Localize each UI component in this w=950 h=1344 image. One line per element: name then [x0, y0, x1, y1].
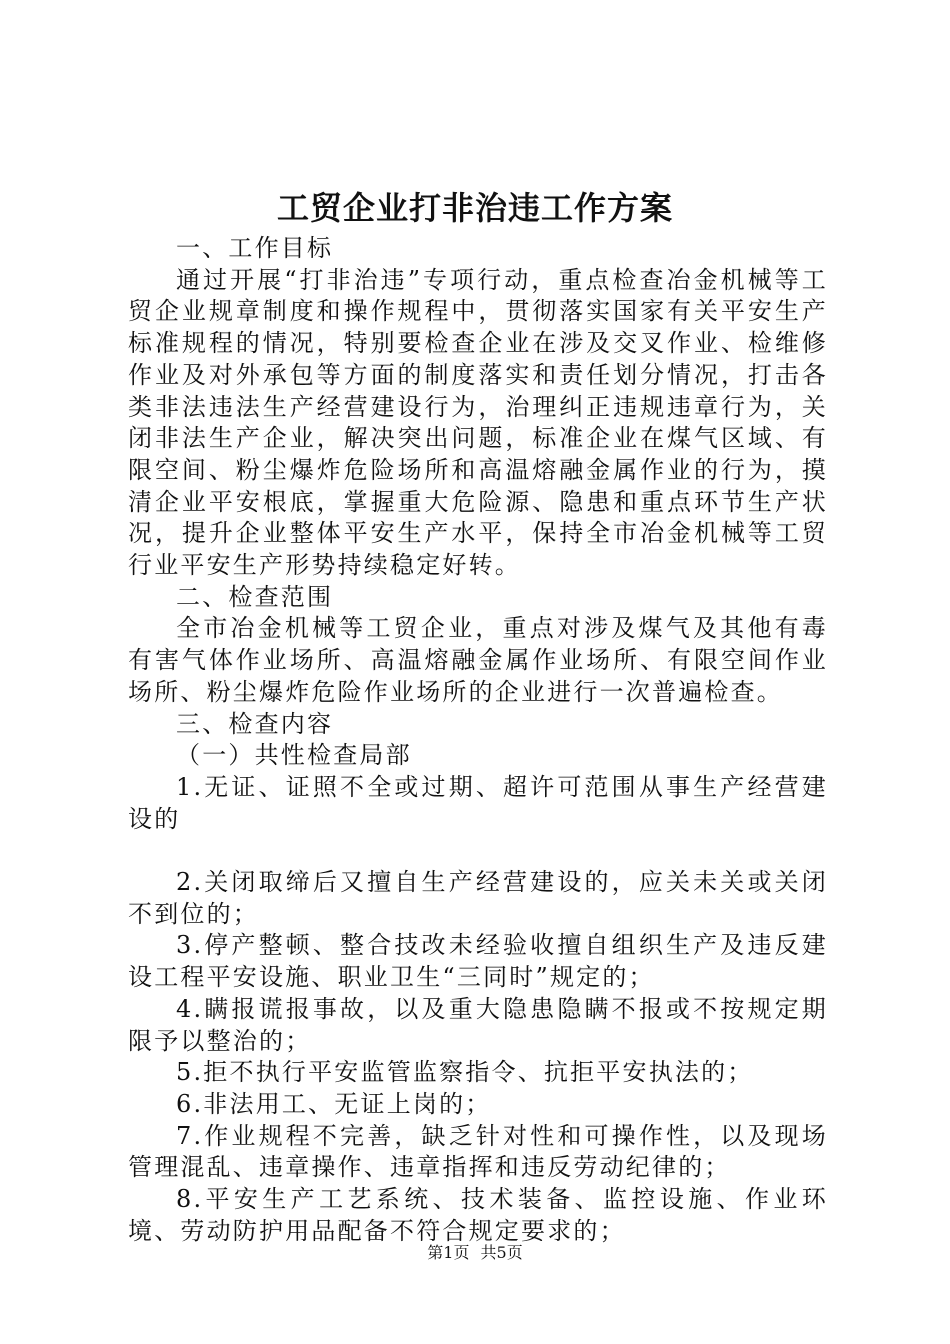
section-heading-goal: 一、工作目标	[176, 234, 334, 262]
section-heading-scope: 二、检查范围	[176, 582, 334, 611]
document-title: 工贸企业打非治违工作方案	[276, 189, 673, 227]
page-number: 第1页	[427, 1243, 470, 1262]
document-body	[128, 233, 828, 1247]
list-item-7: 7.作业规程不完善，缺乏针对性和可操作性，以及现场管理混乱、违章操作、违章指挥和违反劳动纪律的；	[128, 1121, 828, 1182]
subsection-heading-common: （一）共性检查局部	[176, 741, 412, 770]
list-item-4: 4.瞒报谎报事故，以及重大隐患隐瞒不报或不按规定期限予以整治的；	[128, 994, 828, 1055]
paragraph-scope: 全市冶金机械等工贸企业，重点对涉及煤气及其他有毒有害气体作业场所、高温熔融金属作业场所、有限空间作业场所、粉尘爆炸危险作业场所的企业进行一次普遍检查。	[128, 614, 828, 706]
list-item-6: 6.非法用工、无证上岗的；	[176, 1089, 492, 1118]
page-total: 共5页	[480, 1243, 523, 1262]
blank-line	[128, 835, 828, 867]
list-item-3: 3.停产整顿、整合技改未经验收擅自组织生产及违反建设工程平安设施、职业卫生“三同时”规定的；	[128, 931, 828, 992]
list-item-8: 8.平安生产工艺系统、技术装备、监控设施、作业环境、劳动防护用品配备不符合规定要求的；	[128, 1185, 828, 1245]
section-heading-content: 三、检查内容	[176, 709, 334, 738]
list-item-5: 5.拒不执行平安监管监察指令、抗拒平安执法的；	[176, 1058, 754, 1087]
list-item-2: 2.关闭取缔后又擅自生产经营建设的，应关未关或关闭不到位的；	[128, 868, 828, 928]
paragraph-goal: 通过开展“打非治违”专项行动，重点检查冶金机械等工贸企业规章制度和操作规程中，贯彻落实国家有关平安生产标准规程的情况，特别要检查企业在涉及交叉作业、检维修作业及对外承包等方面的制度落实和责任划分情况，打击各类非法违法生产经营建设行为，治理纠正违规违章行为，关闭非法生产企业，解决突出问题，标准企业在煤气区域、有限空间、粉尘爆炸危险场所和高温熔融金属作业的行为，摸清企业平安根底，掌握重大危险源、隐患和重点环节生产状况，提升企业整体平安生产水平，保持全市冶金机械等工贸行业平安生产形势持续稳定好转。	[128, 265, 828, 580]
page-footer	[0, 1242, 950, 1264]
list-item-1: 1.无证、证照不全或过期、超许可范围从事生产经营建设的	[128, 772, 828, 833]
